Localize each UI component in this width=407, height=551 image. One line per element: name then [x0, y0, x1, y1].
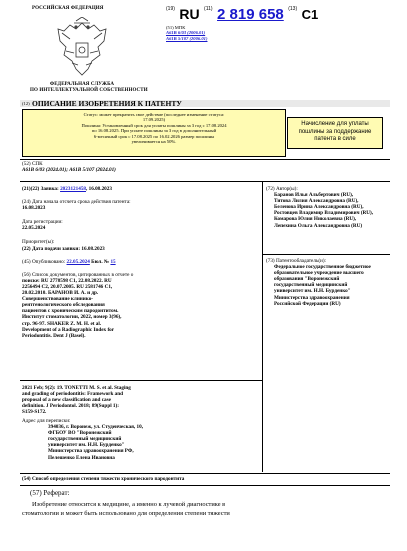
divider	[262, 254, 390, 255]
registration-date-field: Дата регистрации: 22.05.2024	[22, 219, 63, 232]
patent-number-link[interactable]: 2 819 658	[217, 6, 284, 23]
cited-documents-continued: 2021 Feb; 9(2): 19. TONETTI M. S. et al. Staging and grading of periodontitis: Framework and proposal of a new classification and case definition. J Periodontol. 2018; 89(Suppl 1): S159-S172.	[22, 385, 131, 416]
divider	[20, 380, 262, 381]
fee-notice-button[interactable]: Начисление для уплаты пошлины за поддержание патента в силе	[287, 117, 383, 149]
patent-kind: C1	[301, 7, 319, 22]
country-name: РОССИЙСКАЯ ФЕДЕРАЦИЯ	[32, 6, 104, 11]
spk-classes: A61B 6/03 (2024.01); A61B 5/107 (2024.01)	[22, 167, 116, 173]
divider	[20, 473, 390, 474]
spk-code: (52) СПК	[22, 161, 43, 167]
bulletin-number-link[interactable]: 15	[110, 258, 116, 265]
bibliographic-right	[266, 186, 392, 229]
coat-of-arms-emblem	[52, 17, 112, 79]
authors-label: (72) Автор(ы):	[266, 186, 298, 192]
mpk-code: (51) МПК	[166, 25, 186, 30]
authors-list: Баранов Илья Альбертович (RU), Титова Лилия Александровна (RU), Беленова Ирина Александровна (RU), Ростовцев Владимир Владимирович (RU), Комарова Юлия Николаевна (RU), Лепехина Ольга Александровна (RU)	[274, 192, 374, 229]
code-19: (19)	[166, 6, 175, 12]
column-divider	[262, 182, 263, 472]
divider	[20, 159, 390, 160]
invention-title: (54) Способ определения степени тяжести хронического пародонтита	[22, 476, 185, 482]
term-start-field: (24) Дата начала отсчета срока действия патента: 16.08.2023	[22, 199, 131, 212]
mpk-block	[166, 25, 207, 41]
status-box: Статус: может прекратить свое действие (последнее изменение статуса: 17.09.2025) Пошлина: Установленный срок для уплаты пошлины за 3 год с 17.08.2024 по 16.08.2025. При уплате пошлины за 3 год в дополнительный 6-месячный срок с 17.08.2025 по 16.02.2026 размер пошлины увеличивается на 50%.	[22, 109, 286, 157]
abstract-text: Изобретение относится к медицине, а именно к лучевой диагностике в стоматологии и может быть использовано для определения степени тяжести	[22, 501, 230, 517]
cited-documents: (56) Список документов, цитированных в отчете о поиске: RU 2778598 C1, 22.08.2022. RU 2256494 C2, 20.07.2005. RU 2581746 C1, 20.02.2010. БАРАНОВ И. А. и др. Совершенствование клинико- рентгенологического обследования пациентов с хроническим пародонтитом. Институт стоматологии, 2022, номер 3(96), стр. 96-97. SHAKER Z. M. H. et al. Development of a Radiographic Index for Periodontitis. Dent J (Basel).	[22, 271, 134, 339]
mpk-class-link[interactable]: A61B 6/03 (2006.01)	[166, 30, 206, 36]
holder-name: Федеральное государственное бюджетное образовательное учреждение высшего образования "Воронежский государственный медицинский университет им. Н.Н. Бурденко" Министерства здравоохранения Российской Федерации (RU)	[274, 264, 371, 307]
country-code: RU	[179, 6, 200, 22]
holder-label: (73) Патентообладатель(и):	[266, 258, 326, 264]
publication-field: (45) Опубликовано: 22.05.2024 Бюл. № 15	[22, 258, 116, 265]
priority-field: Приоритет(ы): (22) Дата подачи заявки: 16.08.2023	[22, 239, 105, 252]
patent-holder	[266, 258, 392, 307]
abstract-label: (57) Реферат:	[30, 489, 70, 497]
bibliographic-left	[22, 186, 260, 339]
agency-name: ФЕДЕРАЛЬНАЯ СЛУЖБА ПО ИНТЕЛЛЕКТУАЛЬНОЙ СОБСТВЕННОСТИ	[30, 82, 148, 93]
patent-id-line	[166, 6, 318, 24]
code-11: (11)	[204, 6, 213, 12]
application-number-link[interactable]: 2023121458	[60, 186, 86, 192]
application-field: (21)(22) Заявка: 2023121458, 16.08.2023	[22, 186, 112, 192]
document-title: ОПИСАНИЕ ИЗОБРЕТЕНИЯ К ПАТЕНТУ	[32, 99, 182, 108]
code-13: (13)	[288, 6, 298, 12]
divider	[20, 485, 390, 486]
correspondence-address: Адрес для переписки: 394036, г. Воронеж, ул. Студенческая, 10, ФГБОУ ВО "Воронежский государственный медицинский университет им. Н.Н. Бурденко" Министерства здравоохранения РФ, Пелешенко Елена Ивановна	[22, 418, 143, 461]
code-12: (12)	[22, 101, 30, 106]
publication-date-link[interactable]: 22.05.2024	[66, 258, 90, 265]
divider	[20, 181, 390, 182]
mpk-class-link[interactable]: A61B 5/107 (2006.01)	[166, 35, 208, 41]
